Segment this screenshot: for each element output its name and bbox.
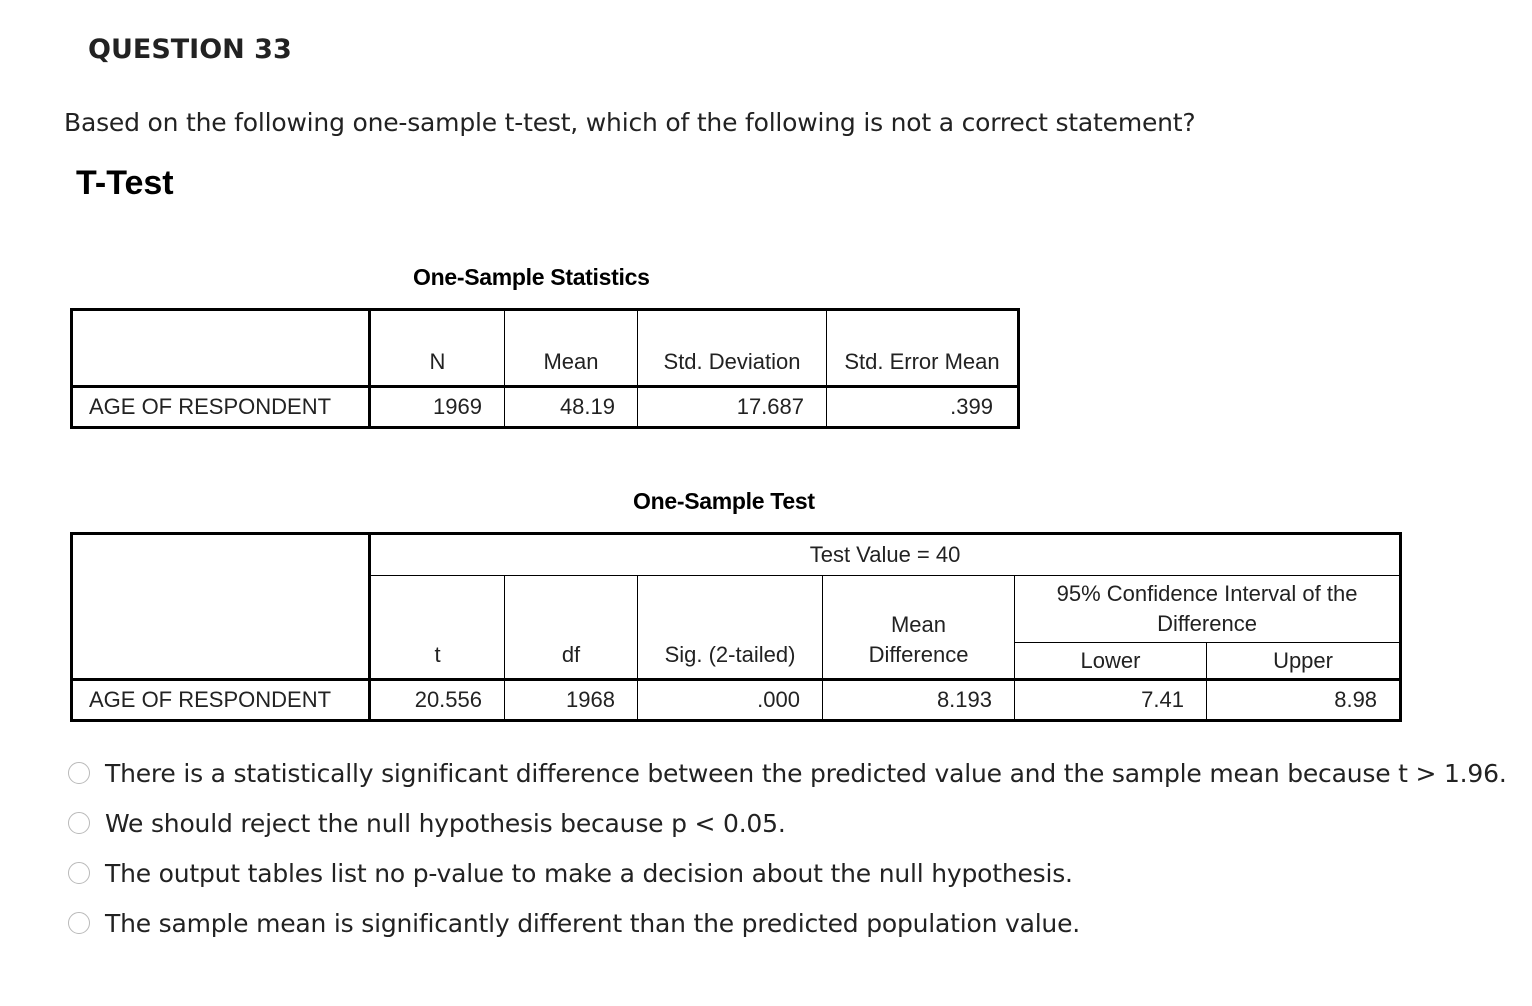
table-header-row xyxy=(72,534,1401,576)
cell-std-deviation: 17.687 xyxy=(638,387,827,428)
header-upper: Upper xyxy=(1207,643,1401,680)
header-std-deviation: Std. Deviation xyxy=(638,310,827,387)
cell-sig: .000 xyxy=(638,680,823,721)
radio-button[interactable] xyxy=(68,862,90,884)
header-confidence-interval: 95% Confidence Interval of the Difference xyxy=(1015,576,1401,643)
answer-option-text: The output tables list no p-value to make a decision about the null hypothesis. xyxy=(105,858,1073,888)
header-lower: Lower xyxy=(1015,643,1207,680)
cell-mean: 48.19 xyxy=(505,387,638,428)
cell-mean-difference: 8.193 xyxy=(823,680,1015,721)
stats-table-caption: One-Sample Statistics xyxy=(413,264,650,290)
test-table-caption: One-Sample Test xyxy=(633,488,815,514)
cell-df: 1968 xyxy=(505,680,638,721)
table-header-row xyxy=(72,310,1019,387)
row-label: AGE OF RESPONDENT xyxy=(72,680,370,721)
cell-t: 20.556 xyxy=(370,680,505,721)
output-heading: T-Test xyxy=(76,164,174,202)
radio-button[interactable] xyxy=(68,812,90,834)
cell-upper: 8.98 xyxy=(1207,680,1401,721)
cell-lower: 7.41 xyxy=(1015,680,1207,721)
answer-option-1[interactable] xyxy=(68,753,1507,793)
answer-option-text: We should reject the null hypothesis because p < 0.05. xyxy=(105,808,786,838)
header-mean-difference: Mean Difference xyxy=(823,576,1015,680)
answer-option-4[interactable] xyxy=(68,903,1080,943)
header-n: N xyxy=(370,310,505,387)
answer-option-text: The sample mean is significantly different than the predicted population value. xyxy=(105,908,1081,938)
answer-option-2[interactable] xyxy=(68,803,786,843)
header-mean: Mean xyxy=(505,310,638,387)
stub-header-cell xyxy=(72,534,370,680)
header-t: t xyxy=(370,576,505,680)
stub-header-cell xyxy=(72,310,370,387)
test-value-header: Test Value = 40 xyxy=(370,534,1401,576)
radio-button[interactable] xyxy=(68,762,90,784)
question-number: QUESTION 33 xyxy=(88,34,292,65)
cell-n: 1969 xyxy=(370,387,505,428)
table-row xyxy=(72,387,1019,428)
header-sig: Sig. (2-tailed) xyxy=(638,576,823,680)
cell-std-error-mean: .399 xyxy=(827,387,1019,428)
question-prompt: Based on the following one-sample t-test, which of the following is not a correct statement? xyxy=(64,108,1196,137)
answer-option-text: There is a statistically significant difference between the predicted value and the sample mean because t > 1.96. xyxy=(105,758,1507,788)
answer-option-3[interactable] xyxy=(68,853,1073,893)
radio-button[interactable] xyxy=(68,912,90,934)
row-label: AGE OF RESPONDENT xyxy=(72,387,370,428)
one-sample-statistics-table xyxy=(70,308,1020,429)
one-sample-test-table xyxy=(70,532,1402,722)
table-row xyxy=(72,680,1401,721)
header-std-error-mean: Std. Error Mean xyxy=(827,310,1019,387)
header-df: df xyxy=(505,576,638,680)
